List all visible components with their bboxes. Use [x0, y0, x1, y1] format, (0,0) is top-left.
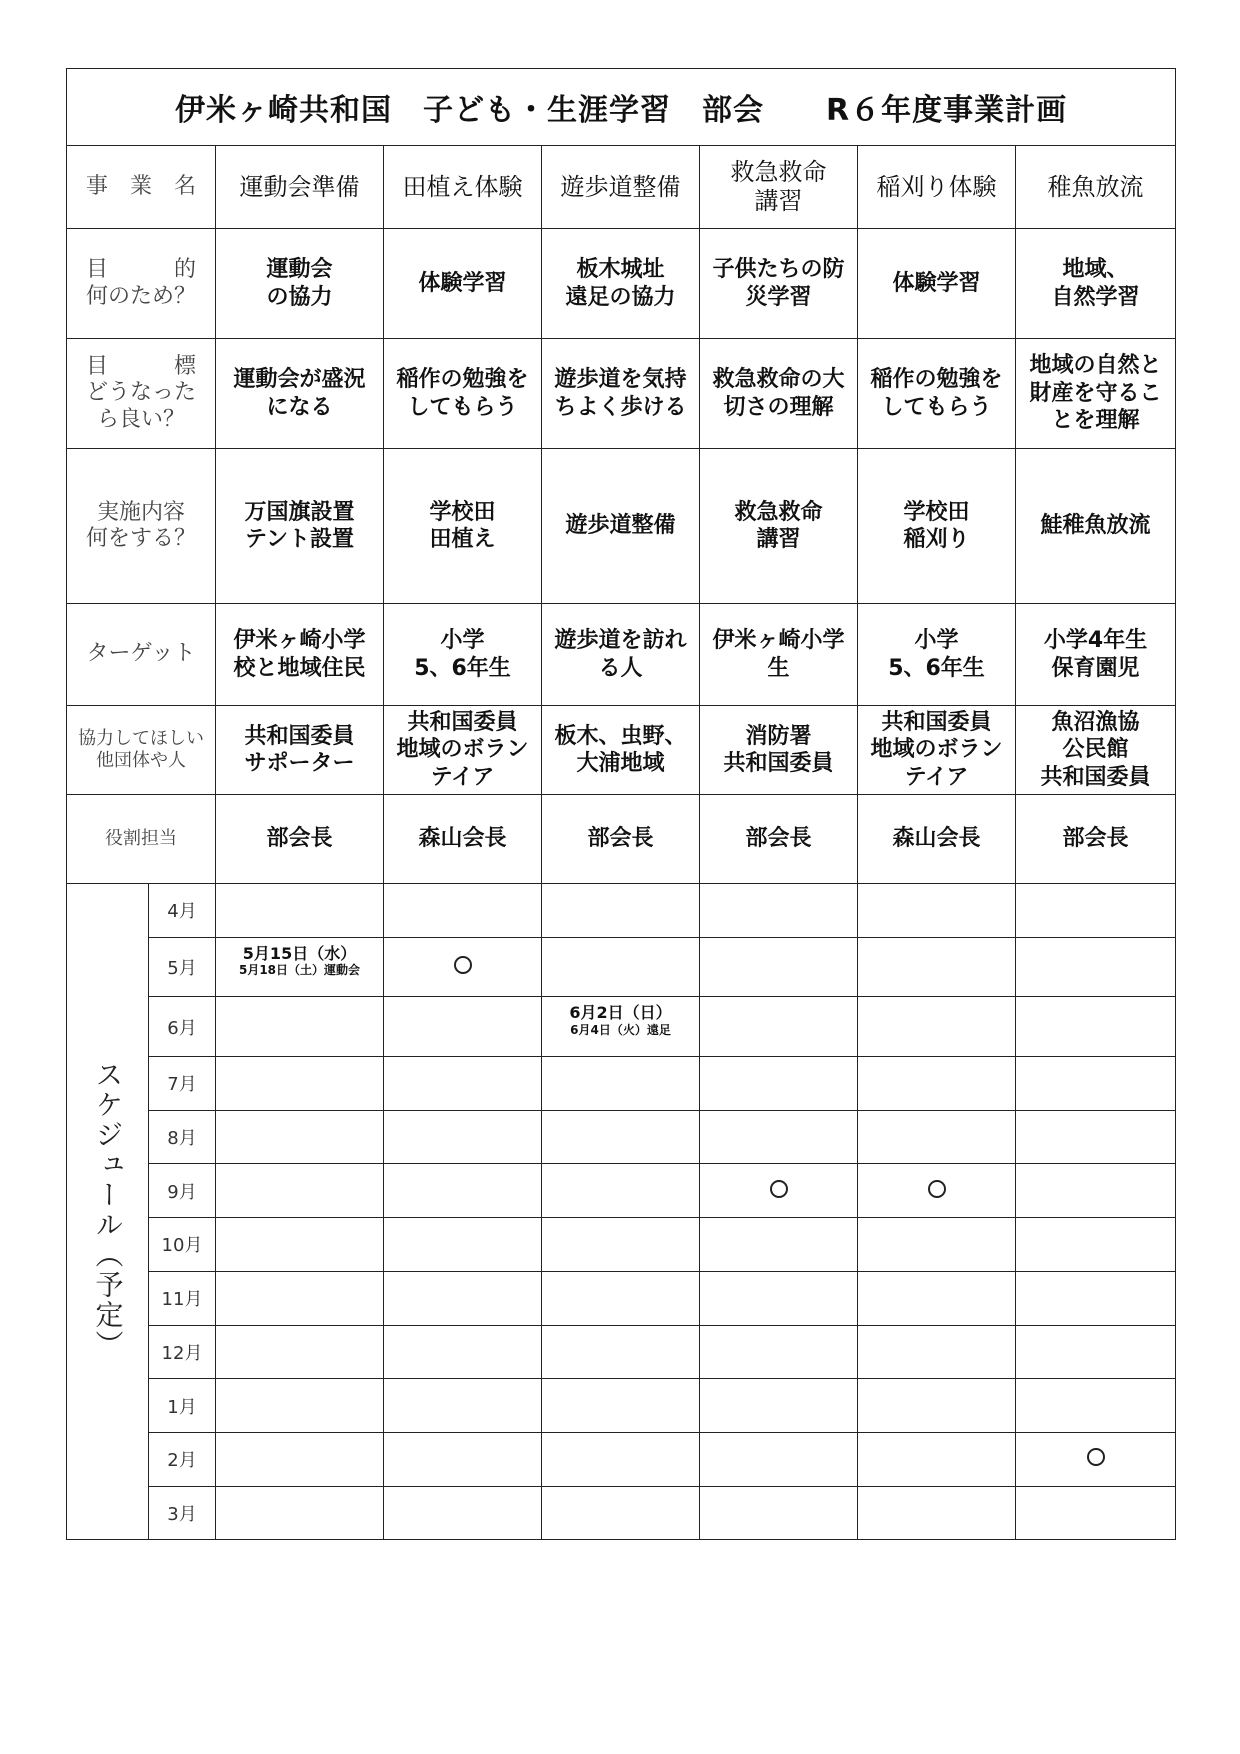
title-dept: 子ども・生涯学習 部会 [423, 93, 764, 128]
cooperation-cell: 共和国委員 サポーター [216, 706, 384, 795]
schedule-cell [216, 1432, 384, 1486]
schedule-cell [700, 1325, 858, 1379]
header-schedule [67, 884, 149, 1540]
schedule-cell [858, 937, 1016, 997]
goal-cell: 遊歩道を気持 ちよく歩ける [542, 339, 700, 449]
schedule-row-nov [67, 1271, 1176, 1325]
project-name-cell: 稲刈り体験 [858, 146, 1016, 229]
schedule-cell [542, 1486, 700, 1540]
schedule-cell [1016, 1486, 1176, 1540]
schedule-cell [216, 1218, 384, 1272]
note-date-sub: 5月18日（土）運動会 [238, 962, 361, 977]
project-name-cell: 稚魚放流 [1016, 146, 1176, 229]
schedule-row-jul [67, 1057, 1176, 1111]
schedule-row-apr [67, 884, 1176, 938]
role-cell: 部会長 [1016, 795, 1176, 884]
schedule-cell [700, 1057, 858, 1111]
cooperation-cell: 共和国委員 地域のボラン テイア [858, 706, 1016, 795]
schedule-cell [216, 997, 384, 1057]
note-date-main: 5月15日（水） [242, 943, 357, 963]
month-label: 9月 [149, 1164, 216, 1218]
schedule-cell [542, 1164, 700, 1218]
schedule-cell [216, 1325, 384, 1379]
purpose-cell: 体験学習 [384, 229, 542, 339]
target-cell: 伊米ヶ崎小学 校と地域住民 [216, 604, 384, 706]
row-target [67, 604, 1176, 706]
schedule-cell [1016, 1164, 1176, 1218]
schedule-cell [1016, 884, 1176, 938]
schedule-cell [858, 1271, 1016, 1325]
schedule-cell [216, 1379, 384, 1433]
schedule-cell [216, 1164, 384, 1218]
header-project-name: 事 業 名 [67, 146, 216, 229]
row-content [67, 449, 1176, 604]
purpose-cell: 運動会 の協力 [216, 229, 384, 339]
goal-cell: 稲作の勉強を してもらう [384, 339, 542, 449]
schedule-cell [384, 1379, 542, 1433]
cooperation-cell: 魚沼漁協 公民館 共和国委員 [1016, 706, 1176, 795]
role-cell: 部会長 [542, 795, 700, 884]
schedule-cell [700, 1432, 858, 1486]
schedule-row-feb [67, 1432, 1176, 1486]
purpose-cell: 板木城址 遠足の協力 [542, 229, 700, 339]
month-label: 4月 [149, 884, 216, 938]
schedule-row-jun [67, 997, 1176, 1057]
project-name-cell: 運動会準備 [216, 146, 384, 229]
schedule-cell-marked [700, 1164, 858, 1218]
schedule-cell [216, 1271, 384, 1325]
schedule-cell [384, 1271, 542, 1325]
row-purpose [67, 229, 1176, 339]
header-cooperation: 協力してほしい 他団体や人 [67, 706, 216, 795]
schedule-cell [216, 1486, 384, 1540]
schedule-cell [700, 1271, 858, 1325]
purpose-cell: 地域、 自然学習 [1016, 229, 1176, 339]
schedule-cell [542, 1271, 700, 1325]
schedule-cell [384, 1110, 542, 1164]
month-label: 7月 [149, 1057, 216, 1111]
schedule-cell [700, 997, 858, 1057]
schedule-cell [1016, 1218, 1176, 1272]
schedule-cell [384, 1057, 542, 1111]
cooperation-cell: 共和国委員 地域のボラン テイア [384, 706, 542, 795]
schedule-cell [700, 1218, 858, 1272]
schedule-cell [1016, 997, 1176, 1057]
schedule-cell [1016, 1271, 1176, 1325]
header-purpose: 目 的 何のため？ [67, 229, 216, 339]
page-title [67, 69, 1176, 146]
schedule-cell [1016, 1379, 1176, 1433]
schedule-row-oct [67, 1218, 1176, 1272]
schedule-cell [384, 1218, 542, 1272]
header-role: 役割担当 [67, 795, 216, 884]
content-cell: 学校田 稲刈り [858, 449, 1016, 604]
month-label: 10月 [149, 1218, 216, 1272]
purpose-cell: 子供たちの防 災学習 [700, 229, 858, 339]
role-cell: 森山会長 [858, 795, 1016, 884]
month-label: 3月 [149, 1486, 216, 1540]
target-cell: 小学4年生 保育園児 [1016, 604, 1176, 706]
schedule-row-sep [67, 1164, 1176, 1218]
schedule-cell [384, 1325, 542, 1379]
schedule-cell [542, 1432, 700, 1486]
role-cell: 部会長 [700, 795, 858, 884]
target-cell: 小学 5、6年生 [858, 604, 1016, 706]
schedule-row-mar [67, 1486, 1176, 1540]
schedule-cell [1016, 937, 1176, 997]
schedule-cell [384, 884, 542, 938]
target-cell: 伊米ヶ崎小学 生 [700, 604, 858, 706]
goal-cell: 地域の自然と 財産を守るこ とを理解 [1016, 339, 1176, 449]
schedule-cell [700, 937, 858, 997]
title-org: 伊米ヶ崎共和国 [175, 93, 392, 128]
schedule-cell [858, 1379, 1016, 1433]
schedule-cell [384, 1486, 542, 1540]
schedule-cell [542, 1110, 700, 1164]
schedule-cell [542, 1379, 700, 1433]
schedule-cell [542, 884, 700, 938]
month-label: 2月 [149, 1432, 216, 1486]
schedule-cell [384, 1164, 542, 1218]
note-date-main: 6月2日（日） [569, 1003, 672, 1023]
month-label: 1月 [149, 1379, 216, 1433]
row-goal [67, 339, 1176, 449]
schedule-cell [700, 884, 858, 938]
schedule-cell [700, 1379, 858, 1433]
schedule-cell [858, 997, 1016, 1057]
circle-mark-icon [928, 1180, 946, 1198]
month-label: 12月 [149, 1325, 216, 1379]
schedule-cell [700, 1486, 858, 1540]
project-name-cell: 田植え体験 [384, 146, 542, 229]
schedule-cell [1016, 1325, 1176, 1379]
schedule-cell [216, 1057, 384, 1111]
cooperation-cell: 消防署 共和国委員 [700, 706, 858, 795]
goal-cell: 運動会が盛況 になる [216, 339, 384, 449]
schedule-note-sports-day [216, 937, 384, 997]
note-date-sub: 6月4日（火）遠足 [570, 1022, 671, 1037]
target-cell: 小学 5、6年生 [384, 604, 542, 706]
schedule-cell [216, 1110, 384, 1164]
header-content: 実施内容 何をする？ [67, 449, 216, 604]
schedule-cell-marked [384, 937, 542, 997]
goal-cell: 稲作の勉強を してもらう [858, 339, 1016, 449]
header-target: ターゲット [67, 604, 216, 706]
content-cell: 鮭稚魚放流 [1016, 449, 1176, 604]
goal-cell: 救急救命の大 切さの理解 [700, 339, 858, 449]
schedule-cell [700, 1110, 858, 1164]
role-cell: 森山会長 [384, 795, 542, 884]
project-name-cell: 遊歩道整備 [542, 146, 700, 229]
row-project-name [67, 146, 1176, 229]
circle-mark-icon [1087, 1448, 1105, 1466]
schedule-row-may [67, 937, 1176, 997]
schedule-cell [858, 1432, 1016, 1486]
month-label: 11月 [149, 1271, 216, 1325]
schedule-cell-marked [858, 1164, 1016, 1218]
header-goal: 目 標 どうなった ら良い？ [67, 339, 216, 449]
schedule-cell [1016, 1057, 1176, 1111]
schedule-row-jan [67, 1379, 1176, 1433]
schedule-cell [542, 1325, 700, 1379]
schedule-cell [1016, 1110, 1176, 1164]
content-cell: 救急救命 講習 [700, 449, 858, 604]
row-role [67, 795, 1176, 884]
project-name-cell: 救急救命 講習 [700, 146, 858, 229]
purpose-cell: 体験学習 [858, 229, 1016, 339]
schedule-cell [858, 1057, 1016, 1111]
schedule-cell [858, 1110, 1016, 1164]
schedule-cell [542, 1218, 700, 1272]
cooperation-cell: 板木、虫野、 大浦地域 [542, 706, 700, 795]
schedule-note-excursion [542, 997, 700, 1057]
schedule-row-dec [67, 1325, 1176, 1379]
content-cell: 遊歩道整備 [542, 449, 700, 604]
schedule-cell [384, 997, 542, 1057]
target-cell: 遊歩道を訪れ る人 [542, 604, 700, 706]
schedule-cell [542, 1057, 700, 1111]
title-plan: R６年度事業計画 [826, 93, 1068, 128]
circle-mark-icon [770, 1180, 788, 1198]
schedule-cell [384, 1432, 542, 1486]
content-cell: 万国旗設置 テント設置 [216, 449, 384, 604]
month-label: 6月 [149, 997, 216, 1057]
schedule-cell [216, 884, 384, 938]
content-cell: 学校田 田植え [384, 449, 542, 604]
schedule-cell [542, 937, 700, 997]
schedule-cell [858, 884, 1016, 938]
month-label: 8月 [149, 1110, 216, 1164]
circle-mark-icon [454, 956, 472, 974]
schedule-cell [858, 1325, 1016, 1379]
schedule-cell-marked [1016, 1432, 1176, 1486]
role-cell: 部会長 [216, 795, 384, 884]
month-label: 5月 [149, 937, 216, 997]
row-cooperation [67, 706, 1176, 795]
business-plan-table [66, 68, 1176, 1540]
schedule-label: スケジュール（予定） [91, 1059, 125, 1360]
schedule-row-aug [67, 1110, 1176, 1164]
schedule-cell [858, 1486, 1016, 1540]
schedule-cell [858, 1218, 1016, 1272]
